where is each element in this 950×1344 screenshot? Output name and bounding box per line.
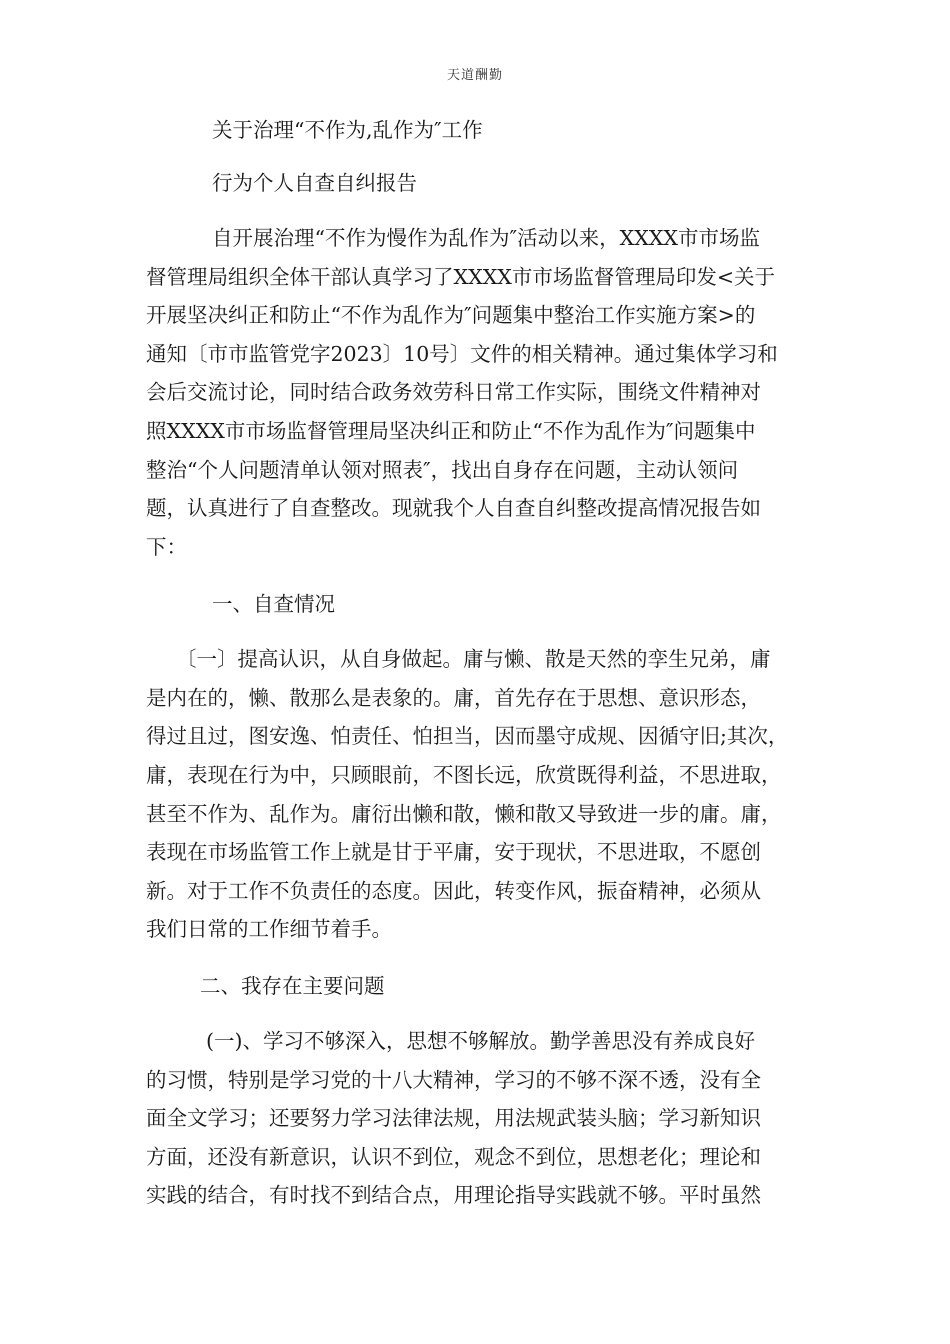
title-line-2: 行为个人自查自纠报告 [212,171,417,195]
intro-line: 整治“个人问题清单认领对照表″，找出自身存在问题，主动认领问 [146,458,739,482]
section2-line: 方面，还没有新意识，认识不到位，观念不到位，思想老化；理论和 [146,1145,761,1169]
section2-line: (一)、学习不够深入，思想不够解放。勤学善思没有养成良好 [206,1029,755,1053]
section1-line: 庸，表现在行为中，只顾眼前，不图长远，欣赏既得利益，不思进取， [146,763,782,787]
section2-line: 面全文学习；还要努力学习法律法规，用法规武装头脑；学习新知识 [146,1106,761,1130]
title-line-1: 关于治理“不作为,乱作为″工作 [212,118,483,142]
section1-line: 得过且过，图安逸、怕责任、怕担当，因而墨守成规、因循守旧;其次， [146,724,789,748]
section-heading-2: 二、我存在主要问题 [200,974,385,998]
section1-line: 表现在市场监管工作上就是甘于平庸，安于现状，不思进取，不愿创 [146,840,761,864]
intro-line: 照XXXX市市场监督管理局坚决纠正和防止“不作为乱作为″问题集中 [146,419,756,443]
page-header: 天道酬勤 [446,68,503,83]
intro-line: 题，认真进行了自查整改。现就我个人自查自纠整改提高情况报告如 [146,496,761,520]
intro-line: 通知〔市市监管党字2023〕10号〕文件的相关精神。通过集体学习和 [146,342,778,366]
section2-line: 实践的结合，有时找不到结合点，用理论指导实践就不够。平时虽然 [146,1183,761,1207]
section1-line: 我们日常的工作细节着手。 [146,917,392,941]
section1-line: 是内在的，懒、散那么是表象的。庸，首先存在于思想、意识形态， [146,686,761,710]
intro-line: 开展坚决纠正和防止“不作为乱作为″问题集中整治工作实施方案>的 [146,303,756,327]
intro-line: 会后交流讨论，同时结合政务效劳科日常工作实际，围绕文件精神对 [146,380,761,404]
section-heading-1: 一、自查情况 [212,592,335,616]
section1-line: 新。对于工作不负责任的态度。因此，转变作风，振奋精神，必须从 [146,879,761,903]
intro-line: 下： [146,535,187,559]
section2-line: 的习惯，特别是学习党的十八大精神，学习的不够不深不透，没有全 [146,1068,761,1092]
section1-line: 甚至不作为、乱作为。庸衍出懒和散，懒和散又导致进一步的庸。庸， [146,802,782,826]
intro-line: 自开展治理“不作为慢作为乱作为″活动以来，XXXX市市场监 [212,226,761,250]
intro-line: 督管理局组织全体干部认真学习了XXXX市市场监督管理局印发<关于 [146,265,776,289]
section1-line: 〔一〕提高认识，从自身做起。庸与懒、散是天然的孪生兄弟，庸 [176,647,771,671]
